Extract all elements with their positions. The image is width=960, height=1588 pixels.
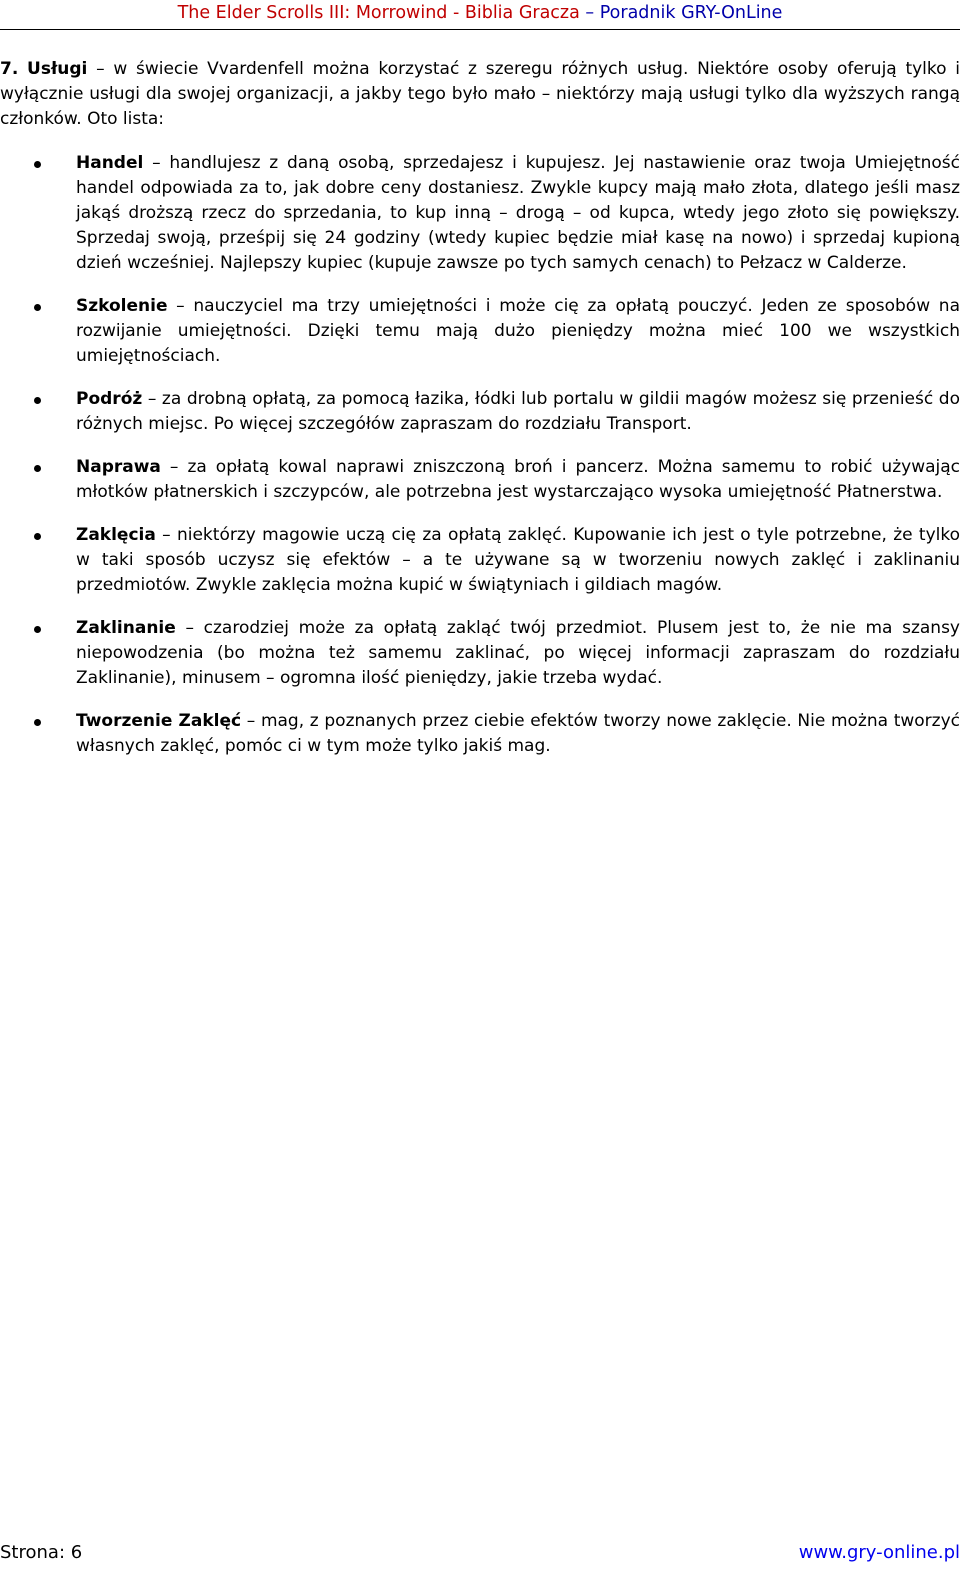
section-number: 7. (0, 59, 19, 79)
header-divider (0, 29, 960, 30)
list-item (0, 455, 960, 505)
bullet-icon (34, 533, 41, 540)
service-description: – niektórzy magowie uczą cię za opłatą zaklęć. Kupowanie ich jest o tyle potrzebne, że tylko w taki sposób uczysz się efektów – a te używane są w tworzeniu nowych zaklęć i zaklinaniu przedmiotów. Zwykle zaklęcia można kupić w świątyniach i gildiach magów. (76, 525, 960, 595)
bullet-icon (34, 626, 41, 633)
service-term: Szkolenie (76, 296, 168, 316)
service-description: – mag, z poznanych przez ciebie efektów tworzy nowe zaklęcie. Nie można tworzyć własnych zaklęć, pomóc ci w tym może tylko jakiś mag. (76, 711, 960, 756)
service-term: Handel (76, 153, 144, 173)
bullet-icon (34, 465, 41, 472)
header-separator: – (585, 3, 595, 23)
service-term: Tworzenie Zaklęć (76, 711, 242, 731)
service-description: – czarodziej może za opłatą zakląć twój przedmiot. Plusem jest to, że nie ma szansy niepowodzenia (bo można też samemu zaklinać, po więcej informacji zapraszam do rozdziału Zaklinanie), minusem – ogromna ilość pieniędzy, jakie trzeba wydać. (76, 618, 960, 688)
service-term: Podróż (76, 389, 143, 409)
site-link[interactable]: www.gry-online.pl (798, 1542, 960, 1563)
list-item (0, 294, 960, 369)
bullet-icon (34, 304, 41, 311)
page-header (0, 0, 960, 26)
service-description: – nauczyciel ma trzy umiejętności i może cię za opłatą pouczyć. Jeden ze sposobów na rozwijanie umiejętności. Dzięki temu mają dużo pieniędzy można mieć 100 we wszystkich umiejętnościach. (76, 296, 960, 366)
service-term: Naprawa (76, 457, 161, 477)
section-intro-text: – w świecie Vvardenfell można korzystać z szeregu różnych usług. Niektóre osoby oferują tylko i wyłącznie usługi dla swojej organizacji, a jakby tego było mało – niektórzy mają usługi tylko dla wyższych rangą członków. Oto lista: (0, 59, 960, 129)
list-item (0, 523, 960, 598)
bullet-icon (34, 397, 41, 404)
service-description: – za drobną opłatą, za pomocą łazika, łódki lub portalu w gildii magów możesz się przenieść do różnych miejsc. Po więcej szczegółów zapraszam do rozdziału Transport. (76, 389, 960, 434)
service-term: Zaklinanie (76, 618, 176, 638)
page-number: Strona: 6 (0, 1542, 83, 1563)
service-description: – handlujesz z daną osobą, sprzedajesz i kupujesz. Jej nastawienie oraz twoja Umiejętność handel odpowiada za to, jak dobre ceny dostaniesz. Zwykle kupcy mają mało złota, dlatego jeśli masz jakąś droższą rzecz do sprzedania, to kup inną – drogą – od kupca, wtedy jego złoto się powiększy. Sprzedaj swoją, prześpij się 24 godziny (wtedy kupiec będzie miał kasę na nowo) i sprzedaj kupioną dzień wcześniej. Najlepszy kupiec (kupuje zawsze po tych samych cenach) to Pełzacz w Calderze. (76, 153, 960, 273)
header-title: The Elder Scrolls III: Morrowind - Biblia Gracza (177, 3, 580, 23)
list-item (0, 151, 960, 276)
document-body (0, 57, 960, 777)
bullet-icon (34, 719, 41, 726)
service-description: – za opłatą kowal naprawi zniszczoną broń i pancerz. Można samemu to robić używając młotków płatnerskich i szczypców, ale potrzebna jest wystarczająco wysoka umiejętność Płatnerstwa. (76, 457, 960, 502)
list-item (0, 709, 960, 759)
section-intro (0, 57, 960, 132)
section-heading: Usługi (27, 59, 88, 79)
service-term: Zaklęcia (76, 525, 156, 545)
services-list (0, 151, 960, 759)
list-item (0, 387, 960, 437)
header-subtitle: Poradnik GRY-OnLine (599, 3, 783, 23)
list-item (0, 616, 960, 691)
bullet-icon (34, 161, 41, 168)
